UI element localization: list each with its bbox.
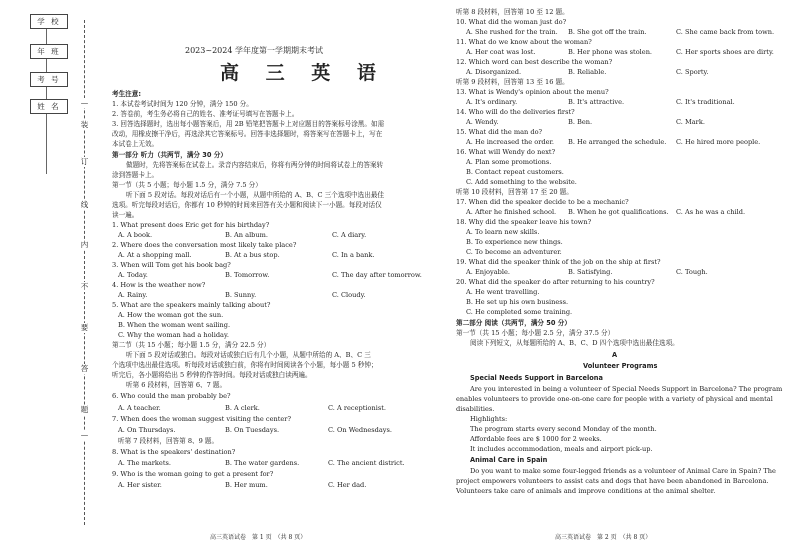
option-a: A. Disorganized. (466, 68, 522, 76)
listen-note: 听第 6 段材料，回答第 6、7 题。 (126, 381, 227, 389)
seal-char: 装 (78, 120, 91, 130)
option-a: A. After he finished school. (466, 208, 557, 216)
option-b: B. Contact repeat customers. (466, 168, 564, 176)
option-a: A. A teacher. (118, 404, 161, 412)
question-text: 7. When does the woman suggest visiting the center? (112, 415, 291, 423)
passage-line: disabilities. (456, 405, 495, 413)
option-c: C. On Wednesdays. (328, 426, 393, 434)
option-b: B. Her phone was stolen. (568, 48, 653, 56)
seal-char: 要 (78, 323, 91, 333)
notice-item: 本试卷上无效。 (112, 140, 159, 148)
binding-sidebar (0, 0, 104, 550)
option-a: A. She rushed for the train. (466, 28, 558, 36)
option-b: B. An album. (225, 231, 268, 239)
option-b: B. To experience new things. (466, 238, 563, 246)
name-field-label: 姓 名 (30, 99, 68, 114)
passage-line: enables volunteers to provide one-on-one care for people with a variety of physical and mental (456, 395, 773, 403)
option-a: A. Enjoyable. (466, 268, 511, 276)
question-text: 13. What is Wendy's opinion about the menu? (456, 88, 609, 96)
question-text: 9. Who is the woman going to get a present for? (112, 470, 274, 478)
seal-char: 订 (78, 157, 91, 167)
option-a: A. Plan some promotions. (466, 158, 552, 166)
question-text: 12. Which word can best describe the woman? (456, 58, 613, 66)
passage-title: Volunteer Programs (583, 362, 658, 370)
option-c: C. A diary. (332, 231, 367, 239)
seal-char: 答 (78, 364, 91, 374)
passage-line: Do you want to make some four-legged friends as a volunteer of Animal Care in Spain? The (470, 467, 776, 475)
option-a: A. Her sister. (118, 481, 162, 489)
option-c: C. As he was a child. (676, 208, 746, 216)
field-divider (46, 87, 47, 99)
passage-letter: A (612, 351, 618, 359)
question-text: 6. Who could the man probably be? (112, 392, 231, 400)
exam-number-field-label: 考 号 (30, 72, 68, 87)
option-c: C. The day after tomorrow. (332, 271, 422, 279)
option-b: B. When the woman went sailing. (118, 321, 231, 329)
highlight-item: Affordable fees are $ 1000 for 2 weeks. (470, 435, 602, 443)
question-text: 19. What did the speaker think of the job on the ship at first? (456, 258, 661, 266)
option-b: B. When he got qualifications. (568, 208, 669, 216)
question-text: 15. What did the man do? (456, 128, 543, 136)
seal-char: 内 (78, 240, 91, 250)
notice-item: 2. 答卷前，考生务必将自己的姓名、准考证号填写在答题卡上。 (112, 110, 299, 118)
option-c: C. He completed some training. (466, 308, 573, 316)
question-text: 3. When will Tom get his book bag? (112, 261, 231, 269)
option-b: B. It's attractive. (568, 98, 625, 106)
passage-line: project empowers volunteers to assist cats and dogs that have been abandoned in Barcelona. (456, 477, 769, 485)
option-b: B. Reliable. (568, 68, 607, 76)
question-text: 5. What are the speakers mainly talking about? (112, 301, 271, 309)
option-a: A. At a shopping mall. (118, 251, 192, 259)
option-b: B. Sunny. (225, 291, 257, 299)
school-field-label: 学 校 (30, 14, 68, 29)
option-a: A. How the woman got the sun. (118, 311, 224, 319)
question-text: 11. What do we know about the woman? (456, 38, 592, 46)
part1-intro: 涂到答题卡上。 (112, 171, 159, 179)
option-c: C. A receptionist. (328, 404, 386, 412)
listen-note: 听第 10 段材料，回答第 17 至 20 题。 (456, 188, 573, 196)
passage-line: Are you interested in being a volunteer of Special Needs Support in Barcelona? The program (470, 385, 783, 393)
option-c: C. To become an adventurer. (466, 248, 562, 256)
notice-item: 1. 本试卷考试时间为 120 分钟，满分 150 分。 (112, 100, 253, 108)
option-b: B. He set up his own business. (466, 298, 569, 306)
question-text: 18. Why did the speaker leave his town? (456, 218, 592, 226)
option-b: B. A clerk. (225, 404, 260, 412)
field-divider (46, 29, 47, 45)
option-a: A. Her coat was lost. (466, 48, 536, 56)
option-a: A. He increased the order. (466, 138, 555, 146)
question-text: 1. What present does Eric get for his birthday? (112, 221, 270, 229)
option-b: B. Tomorrow. (225, 271, 270, 279)
option-c: C. Tough. (676, 268, 708, 276)
class-field-label: 年 班 (30, 44, 68, 59)
option-c: C. Add something to the website. (466, 178, 577, 186)
option-a: A. A book. (118, 231, 153, 239)
question-text: 17. When did the speaker decide to be a mechanic? (456, 198, 629, 206)
seal-char: 题 (78, 405, 91, 415)
section-title: Animal Care in Spain (470, 456, 548, 464)
question-text: 20. What did the speaker do after returning to his country? (456, 278, 655, 286)
option-a: A. Today. (118, 271, 148, 279)
listen-note: 听第 9 段材料，回答第 13 至 16 题。 (456, 78, 569, 86)
part1-heading: 第一部分 听力（共两节，满分 30 分） (112, 151, 227, 159)
option-c: C. Mark. (676, 118, 705, 126)
seal-char: 不 (78, 282, 91, 292)
highlight-item: It includes accommodation, meals and airport pick-up. (470, 445, 653, 453)
highlight-item: The program starts every second Monday of the month. (470, 425, 657, 433)
seal-dash: — (78, 98, 91, 108)
part2-heading: 第二部分 阅读（共两节，满分 50 分） (456, 319, 571, 327)
option-b: B. At a bus stop. (225, 251, 280, 259)
exam-subtitle: 2023~2024 学年度第一学期期末考试 (185, 46, 323, 55)
section2-intro: 听下面 5 段对话或独白。每段对话或独白后有几个小题，从题中所给的 A、B、C 三 (126, 351, 371, 359)
option-a: A. Rainy. (118, 291, 148, 299)
listen-note: 听第 7 段材料，回答第 8、9 题。 (118, 437, 219, 445)
part1-intro: 做题时，先将答案标在试卷上。录音内容结束后，你将有两分钟的时间将试卷上的答案转 (126, 161, 384, 169)
option-c: C. Cloudy. (332, 291, 366, 299)
option-a: A. Wendy. (466, 118, 499, 126)
seal-line (84, 20, 85, 525)
option-c: C. Sporty. (676, 68, 709, 76)
section2-intro: 听完后，各小题将给出 5 秒钟的作答时间。每段对话或独白读两遍。 (112, 371, 312, 379)
option-c: C. It's traditional. (676, 98, 735, 106)
section2-intro: 个选项中选出最佳选项。听每段对话或独白前，你将有时间阅读各个小题，每小题 5 秒钟； (112, 361, 378, 369)
option-c: C. He hired more people. (676, 138, 761, 146)
section1-intro: 选项。听完每段对话后，你都有 10 秒钟的时间来回答有关小题和阅读下一小题。每段对话仅 (112, 201, 382, 209)
question-text: 14. Who will do the deliveries first? (456, 108, 575, 116)
option-a: A. He went travelling. (466, 288, 540, 296)
section1-intro: 读一遍。 (112, 211, 139, 219)
listen-note: 听第 8 段材料，回答第 10 至 12 题。 (456, 8, 569, 16)
option-c: C. Why the woman had a holiday. (118, 331, 229, 339)
question-text: 8. What is the speakers' destination? (112, 448, 236, 456)
question-text: 16. What will Wendy do next? (456, 148, 556, 156)
exam-title: 高 三 英 语 (220, 62, 386, 84)
option-b: B. Ben. (568, 118, 593, 126)
option-a: A. To learn new skills. (466, 228, 540, 236)
question-text: 2. Where does the conversation most likely take place? (112, 241, 297, 249)
question-text: 10. What did the woman just do? (456, 18, 567, 26)
field-divider (46, 114, 47, 174)
option-a: A. On Thursdays. (118, 426, 176, 434)
option-c: C. The ancient district. (328, 459, 405, 467)
option-b: B. She got off the train. (568, 28, 647, 36)
seal-char: 线 (78, 200, 91, 210)
option-c: C. She came back from town. (676, 28, 775, 36)
option-c: C. Her sports shoes are dirty. (676, 48, 774, 56)
field-divider (46, 59, 47, 73)
section1-intro: 听下面 5 段对话。每段对话后有一个小题，从题中所给的 A、B、C 三个选项中选出最佳 (126, 191, 385, 199)
option-a: A. The markets. (118, 459, 171, 467)
section-title: Special Needs Support in Barcelona (470, 374, 603, 382)
highlights-label: Highlights: (470, 415, 508, 423)
question-text: 4. How is the weather now? (112, 281, 206, 289)
page-footer: 高三英语试卷 第 2 页 （共 8 页） (555, 534, 652, 541)
option-b: B. Her mum. (225, 481, 268, 489)
seal-dash: — (78, 430, 91, 440)
part2-section-heading: 第一节（共 15 小题；每小题 2.5 分，满分 37.5 分） (456, 329, 615, 337)
option-a: A. It's ordinary. (466, 98, 518, 106)
notice-heading: 考生注意: (112, 90, 142, 98)
option-b: B. Satisfying. (568, 268, 613, 276)
part2-intro: 阅读下列短文，从每题所给的 A、B、C、D 四个选项中选出最佳选项。 (470, 339, 679, 347)
notice-item: 3. 回答选择题时，选出每小题答案后，用 2B 铅笔把答题卡上对应题目的答案标号涂黑。如需 (112, 120, 385, 128)
section2-heading: 第二节（共 15 小题；每小题 1.5 分，满分 22.5 分） (112, 341, 271, 349)
section1-heading: 第一节（共 5 小题；每小题 1.5 分，满分 7.5 分） (112, 181, 262, 189)
passage-line: Volunteers take care of animals and improve conditions at the animal shelter. (456, 487, 716, 495)
page-footer: 高三英语试卷 第 1 页 （共 8 页） (210, 534, 307, 541)
option-b: B. The water gardens. (225, 459, 300, 467)
notice-item: 改动，用橡皮擦干净后，再选涂其它答案标号。回答非选择题时，将答案写在答题卡上，写在 (112, 130, 383, 138)
option-c: C. In a bank. (332, 251, 375, 259)
option-c: C. Her dad. (328, 481, 367, 489)
option-b: B. On Tuesdays. (225, 426, 280, 434)
option-b: B. He arranged the schedule. (568, 138, 667, 146)
